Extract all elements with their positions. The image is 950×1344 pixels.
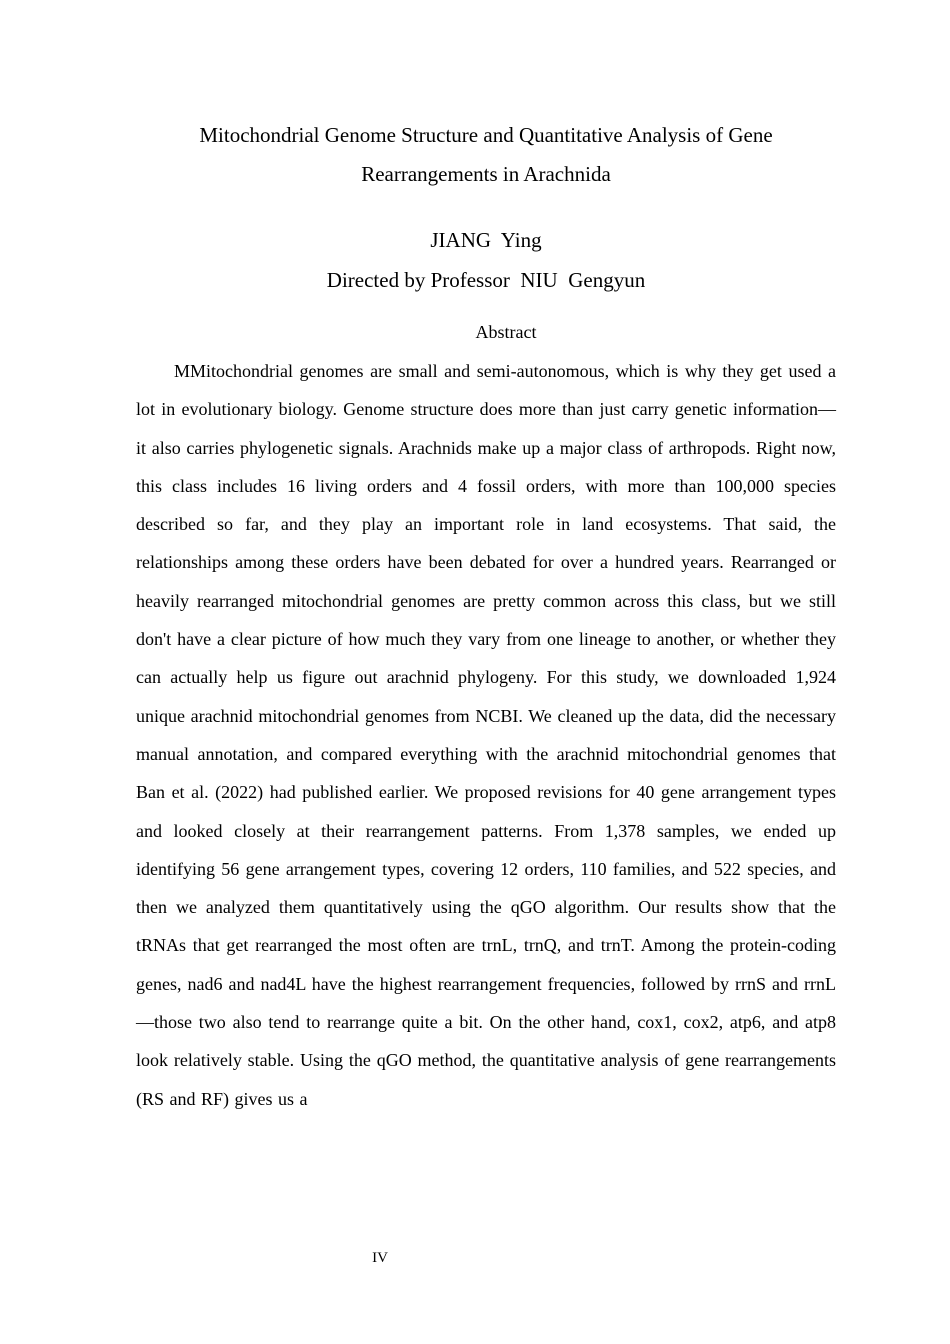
abstract-paragraph: MMitochondrial genomes are small and semi-autonomous, which is why they get used a lot in evolutionary biology. Genome structure does more than just carry genetic information— it also carries phylogenetic signals. Arachnids make up a major class of arthropods. Right now, this class includes 16 living orders and 4 fossil orders, with more than 100,000 species described so far, and they play an important role in land ecosystems. That said, the relationships among these orders have been debated for over a hundred years. Rearranged or heavily rearranged mitochondrial genomes are pretty common across this class, but we still don't have a clear picture of how much they vary from one lineage to another, or whether they can actually help us figure out arachnid phylogeny. For this study, we downloaded 1,924 unique arachnid mitochondrial genomes from NCBI. We cleaned up the data, did the necessary manual annotation, and compared everything with the arachnid mitochondrial genomes that Ban et al. (2022) had published earlier. We proposed revisions for 40 gene arrangement types and looked closely at their rearrangement patterns. From 1,378 samples, we ended up identifying 56 gene arrangement types, covering 12 orders, 110 families, and 522 species, and then we analyzed them quantitatively using the qGO algorithm. Our results show that the tRNAs that get rearranged the most often are trnL, trnQ, and trnT. Among the protein-coding genes, nad6 and nad4L have the highest rearrangement frequencies, followed by rrnS and rrnL—those two also tend to rearrange quite a bit. On the other hand, cox1, cox2, atp6, and atp8 look relatively stable. Using the qGO method, the quantitative analysis of gene rearrangements (RS and RF) gives us a xyxy=(136,361,836,1109)
advisor-line: Directed by Professor NIU Gengyun xyxy=(326,268,646,292)
page-number: IV xyxy=(372,1250,388,1266)
abstract-heading: Abstract xyxy=(475,322,537,342)
document-title: Mitochondrial Genome Structure and Quantitative Analysis of Gene Rearrangements in Arachnida xyxy=(199,123,773,186)
author-name: JIANG Ying xyxy=(430,228,542,252)
